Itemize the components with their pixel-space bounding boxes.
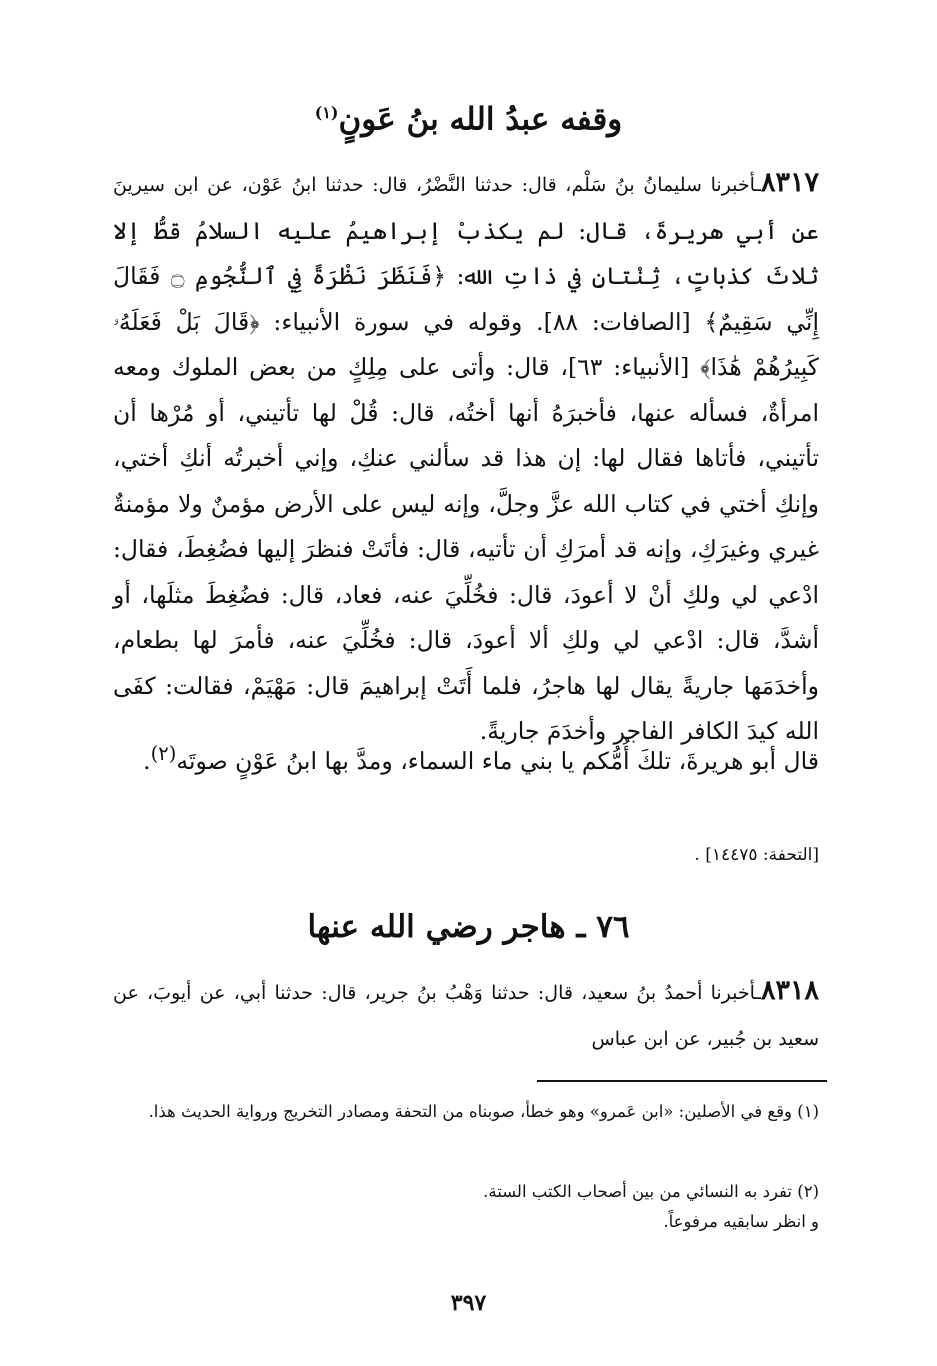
page-number: ٣٩٧: [450, 1290, 487, 1316]
section-title-text: وقفه عبدُ الله بنُ عَونٍ: [338, 101, 623, 138]
hadith-8317: [113, 160, 819, 755]
footnote-2: (٢) تفرد به النسائي من بين أصحاب الكتب الستة.: [483, 1182, 819, 1201]
section-title: [0, 88, 937, 144]
hadith-text: عن أبي هريرةَ، قال: لم يكذبْ إبراهيمُ عليه السلامُ قطُّ إلا ثلاثَ كذباتٍ، ثِنْتانِ في ذاتِ الله: ﴿فَنَظَرَ نَظْرَةً فِي ٱلنُّجُومِ ۝ فَقَالَ إِنِّي سَقِيمٌ﴾ [الصافات: ٨٨]. وقوله في سورة الأنبياء: ﴿قَالَ بَلْ فَعَلَهُۥ كَبِيرُهُمْ هَٰذَا﴾ [الأنبياء: ٦٣]، قال: وأتى على مِلِكٍ من بعض الملوك ومعه امرأةٌ، فسأله عنها، فأخبرَهُ أنها أختُه، قال: قُلْ لها تأتيني، أو مُرْها أن تأتيني، فأتاها فقال لها: إن هذا قد سألني عنكِ، وإني أخبرتُه أنكِ أختي، وإنكِ أختي في كتاب الله عزَّ وجلَّ، وإنه ليس على الأرض مؤمنٌ ولا مؤمنةٌ غيري وغيرَكِ، وإنه قد أمرَكِ أن تأتيه، قال: فأتَتْ فنظرَ إليها فضُغِطَ، فقال: ادْعي لي ولكِ أنْ لا أعودَ، قال: فخُلِّيَ عنه، فعاد، قال: فضُغِطَ مثلَها، أو أشدَّ، قال: ادْعي لي ولكِ ألا أعودَ، قال: فخُلِّيَ عنه، فأمرَ لها بطعام، وأخدَمَها جاريةً يقال لها هاجرُ، فلما أَتَتْ إبراهيمَ قال: مَهْيَمْ، فقالت: كفَى الله كيدَ الكافر الفاجر وأخدَمَ جاريةً.: [113, 216, 820, 745]
hadith-number: ٨٣١٧: [760, 167, 819, 198]
chapter-heading: ٧٦ ـ هاجر رضي الله عنها: [307, 909, 630, 945]
footnote-1: (١) وقع في الأصلين: «ابن عَمرو» وهو خطأ، صوبناه من التحفة ومصادر التخريج ورواية الحديث هذا.: [148, 1102, 819, 1121]
hadith-8318: [113, 968, 819, 1062]
footnote-divider: [537, 1080, 827, 1082]
closing-footnote-ref: (٢): [150, 742, 177, 765]
hadith-closing: قال أبو هريرةَ، تلكَ أُمُّكم يا بني ماء السماء، ومدَّ بها ابنُ عَوْنٍ صوتَه$^{(٢)}$.: [143, 742, 819, 775]
hadith-closing-text: قال أبو هريرةَ، تلكَ أُمُّكم يا بني ماء السماء، ومدَّ بها ابنُ عَوْنٍ صوتَه: [176, 746, 819, 775]
footnote-2-continued: و انظر سابقيه مرفوعاً.: [663, 1212, 819, 1231]
section-title-footnote-ref: (١): [314, 103, 339, 122]
hadith-number: ٨٣١٨: [760, 975, 819, 1006]
hadith-isnad: ـأخبرنا سليمانُ بنُ سَلْم، قال: حدثنا النَّضْرُ، قال: حدثنا ابنُ عَوْن، عن ابن سيرينَ: [113, 174, 761, 196]
hadith-text: ـأخبرنا أحمدُ بنُ سعيد، قال: حدثنا وَهْبُ بنُ جرير، قال: حدثنا أبي، عن أيوبَ، عن سعيد بن جُبير، عن ابن عباس: [113, 982, 819, 1050]
tuhfa-reference: [التحفة: ١٤٤٧٥] .: [694, 845, 819, 865]
